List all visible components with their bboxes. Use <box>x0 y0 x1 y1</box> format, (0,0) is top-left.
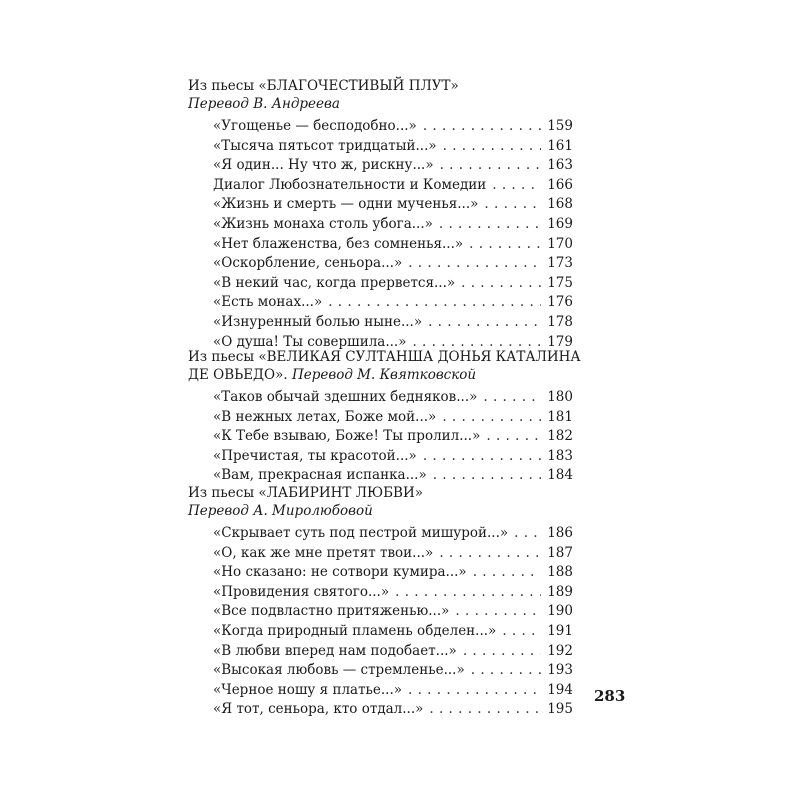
toc-entry[interactable] <box>213 602 573 622</box>
dot-leader <box>408 254 541 274</box>
toc-entry[interactable] <box>213 235 573 255</box>
dot-leader <box>492 176 541 196</box>
entry-title: «Жизнь монаха столь убога...» <box>213 215 433 232</box>
dot-leader <box>443 137 542 157</box>
entry-page: 179 <box>547 333 573 350</box>
entry-title: «Все подвластно притяженью...» <box>213 603 450 620</box>
entry-title: «Когда природный пламень обделен...» <box>213 622 497 639</box>
entry-page: 168 <box>547 196 573 213</box>
dot-leader <box>486 427 541 447</box>
toc-entry[interactable] <box>213 563 573 583</box>
dot-leader <box>463 642 541 662</box>
toc-entry[interactable] <box>213 388 573 408</box>
toc-section-labirint-lyubvi <box>188 484 573 720</box>
dot-leader <box>514 524 541 544</box>
toc-entry[interactable] <box>213 313 573 333</box>
dot-leader <box>429 700 541 720</box>
toc-entry[interactable] <box>213 642 573 662</box>
section-translator: Перевод М. Квятковской <box>291 367 477 383</box>
entry-title: «Тысяча пятьсот тридцатый...» <box>213 137 437 154</box>
entry-title: «Провидения святого...» <box>213 583 390 600</box>
entry-list <box>213 524 573 720</box>
dot-leader <box>471 661 541 681</box>
toc-entry[interactable] <box>213 544 573 564</box>
dot-leader <box>439 215 541 235</box>
entry-page: 183 <box>547 447 573 464</box>
toc-entry[interactable] <box>213 176 573 196</box>
entry-title: «Есть монах...» <box>213 294 323 311</box>
toc-entry[interactable] <box>213 700 573 720</box>
entry-title: «Таков обычай здешних бедняков...» <box>213 389 478 405</box>
entry-page: 170 <box>547 235 573 252</box>
dot-leader <box>395 583 541 603</box>
toc-entry[interactable] <box>213 195 573 215</box>
entry-page: 181 <box>547 408 573 425</box>
dot-leader <box>469 235 541 255</box>
section-title: Из пьесы «БЛАГОЧЕСТИВЫЙ ПЛУТ» <box>188 78 459 94</box>
toc-entry[interactable] <box>213 117 573 137</box>
entry-page: 195 <box>547 701 573 718</box>
entry-page: 193 <box>547 662 573 679</box>
section-translator: Перевод В. Андреева <box>188 96 340 112</box>
toc-entry[interactable] <box>213 293 573 313</box>
entry-title: «Вам, прекрасная испанка...» <box>213 467 427 484</box>
entry-title: «Оскорбление, сеньора...» <box>213 255 403 272</box>
dot-leader <box>455 602 541 622</box>
dot-leader <box>328 293 541 313</box>
entry-page: 187 <box>547 544 573 561</box>
dot-leader <box>428 313 541 333</box>
dot-leader <box>440 156 542 176</box>
entry-title: «Жизнь и смерть — одни мученья...» <box>213 196 479 213</box>
entry-page: 178 <box>547 313 573 330</box>
entry-list <box>213 388 573 486</box>
entry-page: 159 <box>547 118 573 134</box>
entry-title: «Угощенье — бесподобно...» <box>213 118 417 134</box>
entry-page: 176 <box>547 294 573 311</box>
dot-leader <box>502 622 541 642</box>
entry-title: «О, как же мне претят твои...» <box>213 544 434 561</box>
entry-page: 173 <box>547 255 573 272</box>
toc-entry[interactable] <box>213 427 573 447</box>
toc-entry[interactable] <box>213 254 573 274</box>
entry-page: 166 <box>547 176 573 193</box>
entry-page: 169 <box>547 215 573 232</box>
page-number: 283 <box>594 687 626 705</box>
entry-title: «Я тот, сеньора, кто отдал...» <box>213 701 424 718</box>
entry-title: «Изнуренный болью ныне...» <box>213 313 423 330</box>
entry-page: 184 <box>547 467 573 484</box>
section-title: Из пьесы «ВЕЛИКАЯ СУЛТАНША ДОНЬЯ КАТАЛИНА <box>188 349 581 365</box>
toc-entry[interactable] <box>213 447 573 467</box>
entry-page: 192 <box>547 642 573 659</box>
toc-entry[interactable] <box>213 524 573 544</box>
section-translator: Перевод А. Миролюбовой <box>188 503 373 519</box>
toc-entry[interactable] <box>213 681 573 701</box>
entry-title: «О душа! Ты совершила...» <box>213 333 407 350</box>
dot-leader <box>461 274 541 294</box>
entry-title: «Высокая любовь — стремленье...» <box>213 662 465 679</box>
entry-page: 163 <box>547 157 573 174</box>
dot-leader <box>408 681 541 701</box>
toc-entry[interactable] <box>213 156 573 176</box>
entry-page: 191 <box>547 622 573 639</box>
entry-title: «Пречистая, ты красотой...» <box>213 447 417 464</box>
entry-title: «Я один... Ну что ж, рискну...» <box>213 157 434 174</box>
dot-leader <box>473 563 542 583</box>
toc-entry[interactable] <box>213 215 573 235</box>
dot-leader <box>483 388 541 408</box>
entry-page: 194 <box>547 681 573 698</box>
entry-title: «Скрывает суть под пестрой мишурой...» <box>213 525 509 541</box>
entry-list <box>213 117 573 352</box>
toc-entry[interactable] <box>213 408 573 428</box>
dot-leader <box>484 195 541 215</box>
entry-page: 161 <box>547 137 573 154</box>
section-title-line2 <box>188 366 573 384</box>
entry-page: 182 <box>547 428 573 445</box>
entry-title: Диалог Любознательности и Комедии <box>213 176 487 193</box>
toc-entry[interactable] <box>213 622 573 642</box>
dot-leader <box>442 408 541 428</box>
toc-entry[interactable] <box>213 137 573 157</box>
entry-page: 180 <box>547 389 573 405</box>
section-title: Из пьесы «ЛАБИРИНТ ЛЮБВИ» <box>188 485 423 501</box>
entry-title: «В нежных летах, Боже мой...» <box>213 408 437 425</box>
entry-page: 189 <box>547 583 573 600</box>
entry-title: «К Тебе взываю, Боже! Ты пролил...» <box>213 428 481 445</box>
entry-title: «Черное ношу я платье...» <box>213 681 403 698</box>
entry-title: «Нет блаженства, без сомненья...» <box>213 235 464 252</box>
dot-leader <box>423 117 541 137</box>
toc-section-blagochestivyi-plut <box>188 77 573 352</box>
toc-entry[interactable] <box>213 583 573 603</box>
entry-title: «В любви вперед нам подобает...» <box>213 642 457 659</box>
toc-entry[interactable] <box>213 661 573 681</box>
entry-page: 175 <box>547 274 573 291</box>
dot-leader <box>439 544 541 564</box>
section-title-cont: ДЕ ОВЬЕДО». <box>188 367 288 383</box>
toc-entry[interactable] <box>213 274 573 294</box>
entry-page: 186 <box>547 525 573 541</box>
entry-page: 190 <box>547 603 573 620</box>
entry-title: «В некий час, когда прервется...» <box>213 274 456 291</box>
entry-page: 188 <box>547 564 573 581</box>
entry-title: «Но сказано: не сотвори кумира...» <box>213 564 467 581</box>
toc-section-velikaya-sultansha <box>188 348 581 486</box>
dot-leader <box>423 447 541 467</box>
